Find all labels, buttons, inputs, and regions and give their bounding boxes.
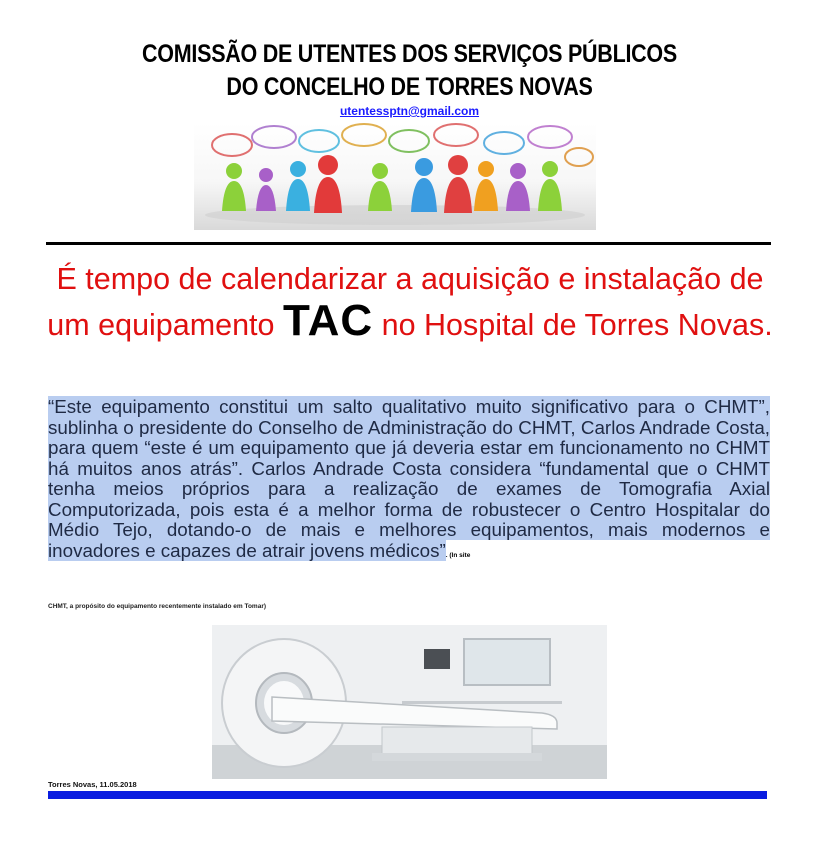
people-speech-bubbles-illustration [194, 123, 596, 230]
organization-title-line1: COMISSÃO DE UTENTES DOS SERVIÇOS PÚBLICOS [142, 40, 677, 68]
quote-source-line: CHMT, a propósito do equipamento recentemente instalado em Tomar) [48, 603, 267, 610]
headline-part2: no Hospital de Torres Novas. [373, 308, 773, 342]
organization-title-line2: DO CONCELHO DE TORRES NOVAS [226, 73, 593, 101]
headline-highlight: TAC [282, 296, 374, 345]
horizontal-divider [46, 242, 771, 245]
quote-text: “Este equipamento constitui um salto qualitativo muito significativo para o CHMT”, sublinha o presidente do Conselho de Administração do CHMT, Carlos Andrade Costa, para quem “este é um equipamento que já deveria estar em funcionamento no CHMT há muitos anos atrás”. Carlos Andrade Costa considera “fundamental que o CHMT tenha meios próprios para a realização de exames de Tomografia Axial Computorizada, pois esta é a melhor forma de robustecer o Centro Hospitalar do Médio Tejo, dotando-o de mais e melhores equipamentos, mais modernos e inovadores e capazes de atrair jovens médicos” [48, 396, 770, 561]
headline-part1: É tempo de calendarizar a aquisição e instalação de um equipamento [47, 262, 764, 342]
headline [40, 258, 780, 346]
organization-title [57, 38, 761, 104]
contact-email[interactable]: utentessptn@gmail.com [339, 104, 480, 118]
quote-source-inline: . (In site [445, 551, 471, 559]
footer-date: Torres Novas, 11.05.2018 [48, 780, 137, 789]
quote-block [48, 397, 770, 566]
footer-bar [48, 791, 767, 799]
ct-scanner-photo [212, 625, 607, 779]
